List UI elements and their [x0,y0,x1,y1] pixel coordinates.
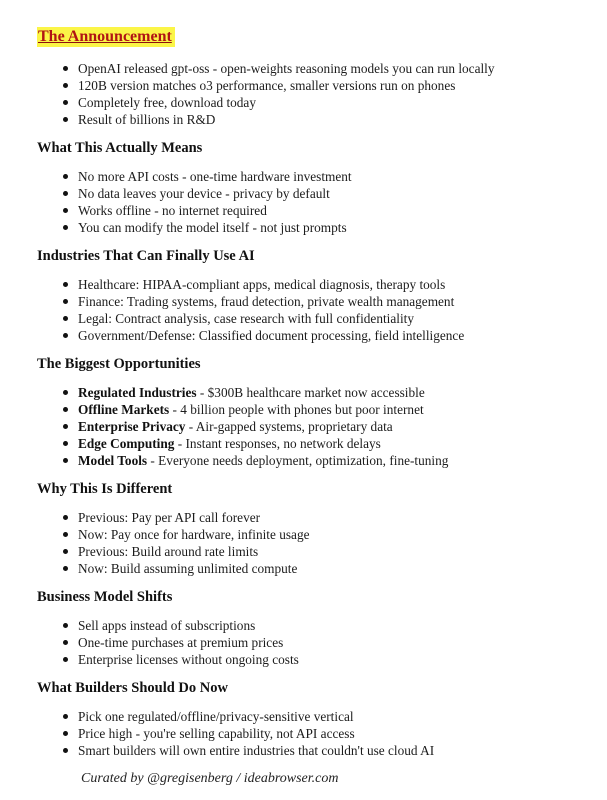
list-item [37,77,567,94]
list-item-text: No data leaves your device - privacy by default [78,186,330,201]
section-heading-industries: Industries That Can Finally Use AI [37,248,255,264]
bullet-icon [63,282,68,287]
list-item-text: Previous: Build around rate limits [78,544,259,559]
list-item [37,560,567,577]
list-item [37,111,567,128]
list-item-bold-lead: Edge Computing [78,436,175,451]
list-item-text: Healthcare: HIPAA-compliant apps, medical diagnosis, therapy tools [78,277,446,292]
list-item-text: Government/Defense: Classified document processing, field intelligence [78,328,465,343]
list-item-text: - Everyone needs deployment, optimization, fine-tuning [147,453,449,468]
bullet-icon [63,333,68,338]
bullet-icon [63,532,68,537]
list-item [37,384,567,401]
list-item-text: Works offline - no internet required [78,203,267,218]
bullet-icon [63,100,68,105]
section-heading-why-different: Why This Is Different [37,481,173,497]
list-item [37,202,567,219]
bullet-icon [63,549,68,554]
list-item-text: - Instant responses, no network delays [174,436,381,451]
bullet-icon [63,731,68,736]
bullet-icon [63,83,68,88]
industries-list [37,276,567,344]
list-item-text: 120B version matches o3 performance, smaller versions run on phones [78,78,456,93]
footer-credit: Curated by @gregisenberg / ideabrowser.com [81,771,339,786]
list-item [37,401,567,418]
why-different-list [37,509,567,577]
list-item [37,219,567,236]
business-model-list [37,617,567,668]
bullet-icon [63,458,68,463]
list-item-bold-lead: Regulated Industries [78,385,197,400]
list-item [37,293,567,310]
section-heading-what-this-means: What This Actually Means [37,140,203,156]
list-item-text: Previous: Pay per API call forever [78,510,261,525]
bullet-icon [63,714,68,719]
list-item [37,327,567,344]
list-item [37,452,567,469]
list-item [37,418,567,435]
list-item-text: Enterprise licenses without ongoing costs [78,652,299,667]
bullet-icon [63,191,68,196]
list-item-text: Finance: Trading systems, fraud detection, private wealth management [78,294,455,309]
section-heading-builders: What Builders Should Do Now [37,680,228,696]
bullet-icon [63,208,68,213]
list-item-text: Pick one regulated/offline/privacy-sensitive vertical [78,709,354,724]
bullet-icon [63,640,68,645]
bullet-icon [63,390,68,395]
list-item [37,742,567,759]
list-item [37,435,567,452]
list-item [37,94,567,111]
list-item-text: Now: Build assuming unlimited compute [78,561,298,576]
list-item-text: Completely free, download today [78,95,256,110]
list-item-bold-lead: Offline Markets [78,402,170,417]
list-item [37,708,567,725]
list-item-text: - $300B healthcare market now accessible [196,385,425,400]
list-item [37,651,567,668]
announcement-list [37,60,567,128]
list-item-bold-lead: Model Tools [78,453,148,468]
list-item [37,168,567,185]
bullet-icon [63,299,68,304]
bullet-icon [63,657,68,662]
bullet-icon [63,66,68,71]
list-item-text: Now: Pay once for hardware, infinite usage [78,527,310,542]
opportunities-list [37,384,567,469]
what-this-means-list [37,168,567,236]
list-item-text: OpenAI released gpt-oss - open-weights reasoning models you can run locally [78,61,495,76]
list-item-text: Result of billions in R&D [78,112,216,127]
list-item [37,543,567,560]
bullet-icon [63,424,68,429]
bullet-icon [63,748,68,753]
list-item [37,634,567,651]
bullet-icon [63,117,68,122]
section-heading-opportunities: The Biggest Opportunities [37,356,201,372]
list-item [37,617,567,634]
list-item [37,276,567,293]
list-item-text: Smart builders will own entire industries that couldn't use cloud AI [78,743,435,758]
builders-list [37,708,567,759]
bullet-icon [63,441,68,446]
list-item [37,509,567,526]
list-item [37,725,567,742]
list-item-text: Sell apps instead of subscriptions [78,618,256,633]
list-item [37,310,567,327]
list-item-text: No more API costs - one-time hardware investment [78,169,352,184]
list-item [37,185,567,202]
section-heading-business-model: Business Model Shifts [37,589,173,605]
list-item-text: You can modify the model itself - not just prompts [78,220,347,235]
list-item-text: Price high - you're selling capability, not API access [78,726,355,741]
bullet-icon [63,225,68,230]
list-item [37,526,567,543]
bullet-icon [63,407,68,412]
list-item-text: One-time purchases at premium prices [78,635,284,650]
page-title [37,26,567,47]
bullet-icon [63,174,68,179]
bullet-icon [63,515,68,520]
list-item-bold-lead: Enterprise Privacy [78,419,186,434]
bullet-icon [63,623,68,628]
list-item-text: - Air-gapped systems, proprietary data [185,419,393,434]
bullet-icon [63,316,68,321]
bullet-icon [63,566,68,571]
list-item [37,60,567,77]
list-item-text: - 4 billion people with phones but poor internet [169,402,424,417]
list-item-text: Legal: Contract analysis, case research with full confidentiality [78,311,414,326]
highlighted-title-text: The Announcement [37,27,175,47]
